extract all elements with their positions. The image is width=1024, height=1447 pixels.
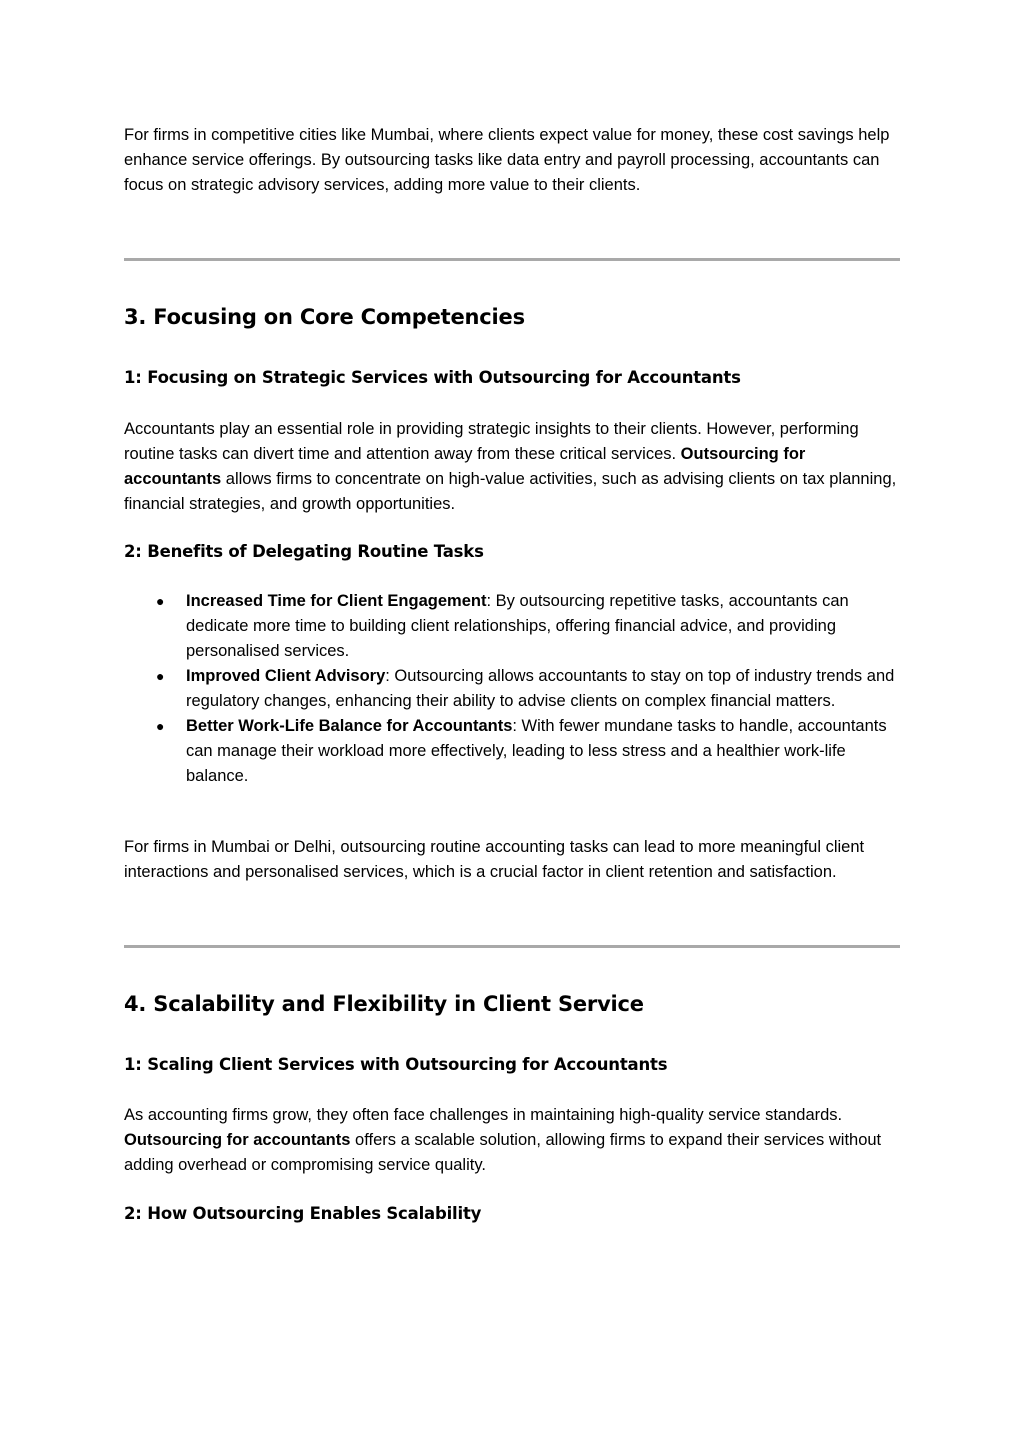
bullet-bold-label: Better Work-Life Balance for Accountants: [186, 717, 513, 735]
paragraph-text: allows firms to concentrate on high-value activities, such as advising clients on tax planning, financial strategies, and growth opportunities.: [124, 470, 897, 513]
bullet-icon: ●: [156, 668, 165, 684]
section-3-closing-paragraph: For firms in Mumbai or Delhi, outsourcing routine accounting tasks can lead to more meaningful client interactions and personalised services, which is a crucial factor in client retention and satisfaction.: [124, 838, 865, 881]
paragraph-text: offers a scalable solution, allowing firms to expand their services without adding overhead or compromising service quality.: [124, 1131, 882, 1174]
paragraph-text: As accounting firms grow, they often face challenges in maintaining high-quality service standards.: [124, 1106, 843, 1124]
intro-paragraph: For firms in competitive cities like Mumbai, where clients expect value for money, these cost savings help enhance service offerings. By outsourcing tasks like data entry and payroll processing, accountants can focus on strategic advisory services, adding more value to their clients.: [124, 126, 890, 194]
section-4-sub1-heading: 1: Scaling Client Services with Outsourcing for Accountants: [124, 1055, 668, 1074]
bullet-text: : With fewer mundane tasks to handle, accountants can manage their workload more effectively, leading to less stress and a healthier work-life balance.: [186, 717, 887, 785]
section-3-heading: 3. Focusing on Core Competencies: [124, 305, 525, 329]
section-3-sub1-heading: 1: Focusing on Strategic Services with Outsourcing for Accountants: [124, 368, 741, 387]
benefits-list: [124, 589, 900, 789]
paragraph-text: Accountants play an essential role in providing strategic insights to their clients. However, performing routine tasks can divert time and attention away from these critical services.: [124, 420, 859, 463]
bold-term: Outsourcing for accountants: [124, 1131, 351, 1149]
bullet-bold-label: Increased Time for Client Engagement: [186, 592, 487, 610]
section-4-heading: 4. Scalability and Flexibility in Client Service: [124, 992, 644, 1016]
bullet-icon: ●: [156, 718, 165, 734]
section-4-sub1-paragraph: [124, 1103, 900, 1178]
bullet-text: : By outsourcing repetitive tasks, accountants can dedicate more time to building client relationships, offering financial advice, and providing personalised services.: [186, 592, 849, 660]
section-divider: [124, 258, 900, 261]
bullet-bold-label: Improved Client Advisory: [186, 667, 386, 685]
bullet-icon: ●: [156, 593, 165, 609]
list-item: [156, 664, 900, 714]
bullet-text: : Outsourcing allows accountants to stay on top of industry trends and regulatory changes, enhancing their ability to advise clients on complex financial matters.: [186, 667, 895, 710]
list-item: [156, 714, 900, 789]
section-divider: [124, 945, 900, 948]
bold-term: Outsourcing for accountants: [124, 445, 806, 488]
section-3-sub1-paragraph: [124, 417, 900, 517]
section-4-sub2-heading: 2: How Outsourcing Enables Scalability: [124, 1204, 482, 1223]
section-3-sub2-heading: 2: Benefits of Delegating Routine Tasks: [124, 542, 484, 561]
list-item: [156, 589, 900, 664]
